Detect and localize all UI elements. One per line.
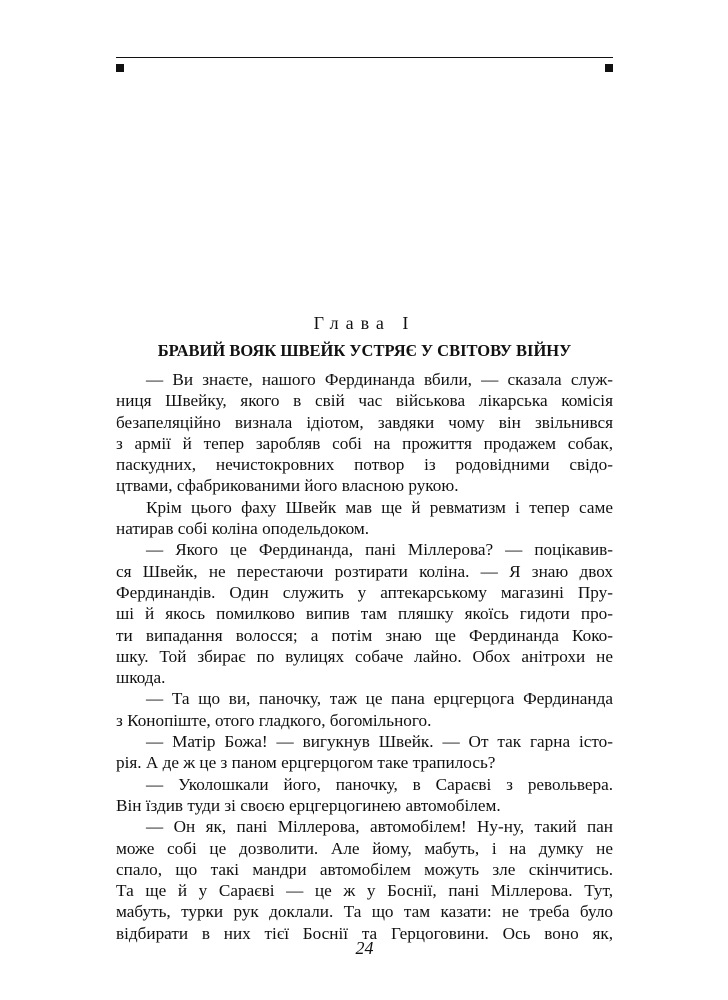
text-line: Він їздив туди зі своєю ерцгерцогинею автомобілем. — [116, 795, 501, 815]
text-line: — Он як, пані Міллерова, автомобілем! Ну-ну, такий пан — [146, 817, 613, 837]
text-line: з Конопіште, отого гладкого, богомільного. — [116, 710, 432, 730]
text-line: Та ще й у Сараєві — це ж у Боснії, пані Міллерова. Тут, — [116, 881, 613, 901]
text-line: — Уколошкали його, паночку, в Сараєві з револьвера. — [146, 774, 613, 794]
text-line: ся Швейк, не перестаючи розтирати коліна. — Я знаю двох — [116, 561, 613, 581]
page-number: 24 — [355, 938, 374, 958]
text-line: шку. Той збирає по вулицях собаче лайно. Обох анітрохи не — [116, 646, 613, 666]
text-line: Крім цього фаху Швейк мав ще й ревматизм і тепер саме — [146, 497, 613, 517]
text-line: спало, що такі мандри автомобілем можуть зле скінчитись. — [116, 859, 613, 879]
text-line: паскудних, нечистокровних потвор із родовідними свідо- — [116, 455, 613, 475]
text-line: ти випадання волосся; а потім знаю ще Фердинанда Коко- — [116, 625, 613, 645]
header-rule — [116, 57, 613, 58]
text-line: — Та що ви, паночку, таж це пана ерцгерцога Фердинанда — [146, 689, 613, 709]
text-line: рія. А де ж це з паном ерцгерцогом таке трапилось? — [116, 753, 496, 773]
text-line: безапеляційно визнала ідіотом, завдяки чому він звільнився — [116, 412, 613, 432]
right-corner-mark — [605, 64, 613, 72]
text-line: з армії й тепер заробляв собі на прожиття продажем собак, — [116, 433, 613, 453]
text-line: — Матір Божа! — вигукнув Швейк. — От так гарна істо- — [146, 732, 613, 752]
text-line: цтвами, сфабрикованими його власною рукою. — [116, 476, 459, 496]
text-line: Фердинандів. Один служить у аптекарському магазині Пру- — [116, 582, 613, 602]
text-line: — Ви знаєте, нашого Фердинанда вбили, — сказала служ- — [146, 370, 613, 389]
text-line: натирав собі коліна оподельдоком. — [116, 519, 370, 539]
chapter-title: БРАВИЙ ВОЯК ШВЕЙК УСТРЯЄ У СВІТОВУ ВІЙНУ — [157, 341, 572, 360]
chapter-label: Глава I — [313, 313, 416, 333]
text-line: може собі це дозволити. Але йому, мабуть, і на думку не — [116, 838, 613, 858]
text-line: відбирати в них тієї Боснії та Герцоговини. Ось воно як, — [116, 923, 613, 943]
body-text — [116, 369, 613, 944]
text-line: мабуть, турки рук доклали. Та що там казати: не треба було — [116, 902, 613, 922]
text-line: ниця Швейку, якого в свій час військова лікарська комісія — [116, 391, 613, 411]
text-line: ші й якось помилково випив там пляшку якоїсь гидоти про- — [116, 604, 613, 624]
text-line: шкода. — [116, 668, 166, 688]
text-line: — Якого це Фердинанда, пані Міллерова? — поцікавив- — [146, 540, 613, 560]
left-corner-mark — [116, 64, 124, 72]
